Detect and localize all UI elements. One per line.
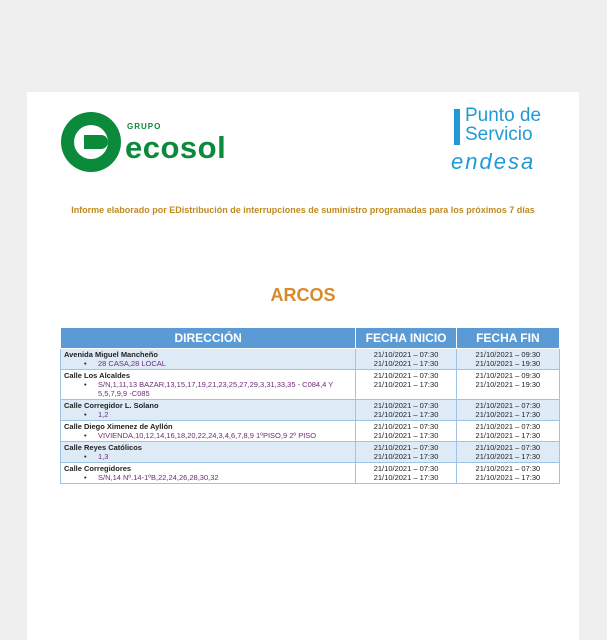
- bullet-icon: •: [84, 359, 87, 368]
- bullet-icon: •: [84, 473, 87, 482]
- bullet-icon: •: [84, 452, 87, 461]
- end-time: 21/10/2021 – 07:30: [475, 464, 541, 473]
- address-cell: [61, 400, 356, 421]
- start-time: 21/10/2021 – 17:30: [373, 431, 439, 440]
- end-time: 21/10/2021 – 09:30: [475, 371, 541, 380]
- end-time: 21/10/2021 – 17:30: [475, 452, 541, 461]
- ecosol-logo-grupo: GRUPO: [127, 122, 162, 131]
- header-fecha-fin: FECHA FIN: [456, 328, 559, 349]
- street-numbers-text: 1,2: [98, 410, 109, 419]
- end-cell: [456, 421, 559, 442]
- end-time: 21/10/2021 – 19:30: [475, 380, 541, 389]
- endesa-logo-line1: Punto de: [465, 105, 542, 126]
- start-cell: [356, 370, 456, 400]
- end-time: 21/10/2021 – 17:30: [475, 431, 541, 440]
- report-description: Informe elaborado por EDistribución de interrupciones de suministro programadas para los próximos 7 días: [71, 205, 535, 215]
- street-numbers-text: 28 CASA,28 LOCAL: [98, 359, 166, 368]
- end-cell: [456, 442, 559, 463]
- start-time: 21/10/2021 – 17:30: [373, 380, 439, 389]
- header-fecha-inicio: FECHA INICIO: [356, 328, 456, 349]
- endesa-logo-bar-icon: [454, 109, 460, 145]
- start-cell: [356, 442, 456, 463]
- end-cell: [456, 349, 559, 370]
- street-numbers: [64, 473, 352, 482]
- end-time: 21/10/2021 – 07:30: [475, 443, 541, 452]
- bullet-icon: •: [84, 431, 87, 440]
- bullet-icon: •: [84, 410, 87, 419]
- table-row: [61, 370, 560, 400]
- start-cell: [356, 349, 456, 370]
- end-cell: [456, 463, 559, 484]
- start-time: 21/10/2021 – 17:30: [373, 473, 439, 482]
- table-row: [61, 463, 560, 484]
- address-cell: [61, 442, 356, 463]
- street-numbers-text: S/N,1,11,13 BAZAR,13,15,17,19,21,23,25,27,29,3,31,33,35 - C084,4 Y 5,5,7,9,9 -C085: [98, 380, 334, 398]
- address-cell: [61, 421, 356, 442]
- header-direccion: DIRECCIÓN: [61, 328, 356, 349]
- start-time: 21/10/2021 – 07:30: [373, 443, 439, 452]
- end-time: 21/10/2021 – 07:30: [475, 422, 541, 431]
- start-cell: [356, 400, 456, 421]
- end-time: 21/10/2021 – 17:30: [475, 473, 541, 482]
- street-numbers: [64, 359, 352, 368]
- table-row: [61, 400, 560, 421]
- end-time: 21/10/2021 – 07:30: [475, 401, 541, 410]
- street-name: Calle Diego Ximenez de Ayllón: [64, 422, 173, 431]
- start-time: 21/10/2021 – 17:30: [373, 410, 439, 419]
- end-time: 21/10/2021 – 09:30: [475, 350, 541, 359]
- start-time: 21/10/2021 – 07:30: [373, 371, 439, 380]
- outage-table: [60, 327, 560, 484]
- end-time: 21/10/2021 – 17:30: [475, 410, 541, 419]
- start-time: 21/10/2021 – 07:30: [373, 350, 439, 359]
- street-name: Calle Los Alcaldes: [64, 371, 130, 380]
- end-cell: [456, 370, 559, 400]
- street-numbers-text: VIVIENDA,10,12,14,16,18,20,22,24,3,4,6,7,8,9 1ºPISO,9 2º PISO: [98, 431, 317, 440]
- street-numbers: [64, 380, 352, 398]
- start-time: 21/10/2021 – 07:30: [373, 464, 439, 473]
- start-cell: [356, 463, 456, 484]
- address-cell: [61, 463, 356, 484]
- street-name: Calle Corregidores: [64, 464, 132, 473]
- city-title: ARCOS: [270, 285, 336, 305]
- street-name: Calle Reyes Católicos: [64, 443, 142, 452]
- table-header-row: [61, 328, 560, 349]
- street-name: Calle Corregidor L. Solano: [64, 401, 159, 410]
- start-time: 21/10/2021 – 17:30: [373, 452, 439, 461]
- street-numbers: [64, 410, 352, 419]
- start-time: 21/10/2021 – 07:30: [373, 401, 439, 410]
- endesa-logo-line2: Servicio: [465, 124, 533, 145]
- start-time: 21/10/2021 – 07:30: [373, 422, 439, 431]
- street-numbers-text: 1,3: [98, 452, 109, 461]
- street-name: Avenida Miguel Mancheño: [64, 350, 158, 359]
- street-numbers: [64, 452, 352, 461]
- street-numbers-text: S/N,14 Nº.14-1ºB,22,24,26,28,30,32: [98, 473, 219, 482]
- table-row: [61, 421, 560, 442]
- table-row: [61, 442, 560, 463]
- start-cell: [356, 421, 456, 442]
- end-time: 21/10/2021 – 19:30: [475, 359, 541, 368]
- table-row: [61, 349, 560, 370]
- ecosol-logo-mark-icon: [61, 112, 121, 172]
- bullet-icon: •: [84, 380, 87, 389]
- street-numbers: [64, 431, 352, 440]
- address-cell: [61, 370, 356, 400]
- end-cell: [456, 400, 559, 421]
- endesa-logo-name: endesa: [451, 149, 536, 174]
- start-time: 21/10/2021 – 17:30: [373, 359, 439, 368]
- ecosol-logo-brand: ecosol: [125, 130, 227, 165]
- document-page: [27, 92, 579, 640]
- endesa-logo: [451, 106, 561, 176]
- address-cell: [61, 349, 356, 370]
- ecosol-logo: [61, 112, 236, 172]
